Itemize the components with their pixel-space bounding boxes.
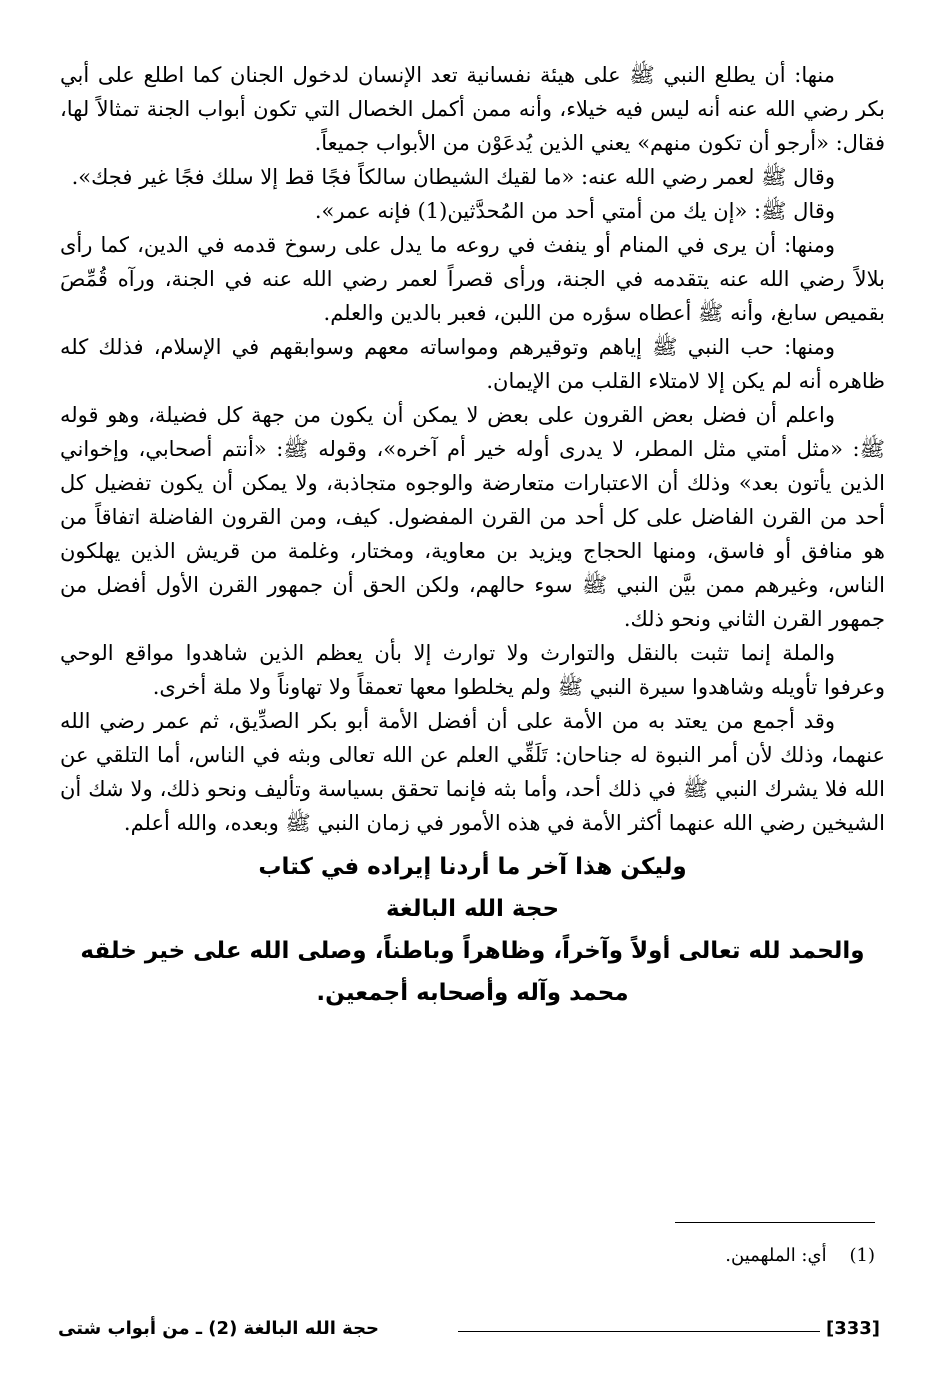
running-title: حجة الله البالغة (2) ـ من أبواب شتى — [58, 1318, 380, 1339]
footnote — [725, 1243, 875, 1269]
footnote-divider — [675, 1222, 875, 1223]
closing-line-2: حجة الله البالغة — [385, 896, 560, 922]
paragraph-7: والملة إنما تثبت بالنقل والتوارث ولا توارث إلا بأن يعظم الذين شاهدوا مواقع الوحي وعرفوا تأويله وشاهدوا سيرة النبي ﷺ ولم يخلطوا معها تعمقاً ولا تهاوناً ولا ملة أخرى. — [60, 641, 885, 699]
footnote-marker: (1) — [849, 1245, 875, 1266]
paragraph-8: وقد أجمع من يعتد به من الأمة على أن أفضل الأمة أبو بكر الصدِّيق، ثم عمر رضي الله عنهما، وذلك لأن أمر النبوة له جناحان: تَلَقِّي العلم عن الله تعالى وبثه في الناس، أما التلقي عن الله فلا يشرك النبي ﷺ في ذلك أحد، وأما بثه فإنما تحقق بسياسة وتأليف ونحو ذلك، ولا شك أن الشيخين رضي الله عنهما أكثر الأمة في هذه الأمور في زمان النبي ﷺ وبعده، والله أعلم. — [60, 709, 885, 835]
closing-line-3: والحمد لله تعالى أولاً وآخراً، وظاهراً وباطناً، وصلى الله على خير خلقه — [80, 938, 865, 964]
closing-line-1: وليكن هذا آخر ما أردنا إيراده في كتاب — [258, 854, 687, 880]
paragraph-2: وقال ﷺ لعمر رضي الله عنه: «ما لقيك الشيطان سالكاً فجًا قط إلا سلك فجًا غير فجك». — [71, 165, 835, 189]
closing-line-4: محمد وآله وأصحابه أجمعين. — [316, 980, 629, 1006]
page-footer — [58, 1318, 880, 1348]
footer-rule — [458, 1331, 820, 1332]
paragraph-3: وقال ﷺ: «إن يك من أمتي أحد من المُحدَّثين(1) فإنه عمر». — [314, 199, 835, 223]
paragraph-5: ومنها: حب النبي ﷺ إياهم وتوقيرهم ومواساته معهم وسوابقهم في الإسلام، فذلك كله ظاهره أنه لم يكن إلا لامتلاء القلب من الإيمان. — [60, 335, 885, 393]
page-body — [60, 58, 885, 1014]
paragraph-4: ومنها: أن يرى في المنام أو ينفث في روعه ما يدل على رسوخ قدمه في الدين، كما رأى بلالاً رضي الله عنه يتقدمه في الجنة، ورأى قصراً لعمر رضي الله عنه في الجنة، ورآه قُمِّصَ بقميص سابغ، وأنه ﷺ أعطاه سؤره من اللبن، فعبر بالدين والعلم. — [60, 233, 885, 325]
paragraph-6: واعلم أن فضل بعض القرون على بعض لا يمكن أن يكون من جهة كل فضيلة، وهو قوله ﷺ: «مثل أمتي مثل المطر، لا يدرى أوله خير أم آخره»، وقوله ﷺ: «أنتم أصحابي، وإخواني الذين يأتون بعد» وذلك أن الاعتبارات متعارضة والوجوه متجاذبة، ولا يمكن أن يكون تفضيل كل أحد من القرن الفاضل على كل أحد من القرن المفضول. كيف، ومن القرون الفاضلة اتفاقاً من هو منافق أو فاسق، ومنها الحجاج ويزيد بن معاوية، ومختار، وغلمة من قريش الذين يهلكون الناس، وغيرهم ممن بيَّن النبي ﷺ سوء حالهم، ولكن الحق أن جمهور القرن الأول أفضل من جمهور القرن الثاني ونحو ذلك. — [60, 403, 885, 631]
footnote-text: أي: الملهمين. — [725, 1245, 827, 1266]
page-number: [333] — [825, 1318, 880, 1339]
closing-statement — [60, 846, 885, 1014]
paragraph-1: منها: أن يطلع النبي ﷺ على هيئة نفسانية تعد الإنسان لدخول الجنان كما اطلع على أبي بكر رضي الله عنه أنه ليس فيه خيلاء، وأنه ممن أكمل الخصال التي تكون أبواب الجنة تمثالاً لها، فقال: «أرجو أن تكون منهم» يعني الذين يُدعَوْن من الأبواب جميعاً. — [60, 63, 885, 155]
